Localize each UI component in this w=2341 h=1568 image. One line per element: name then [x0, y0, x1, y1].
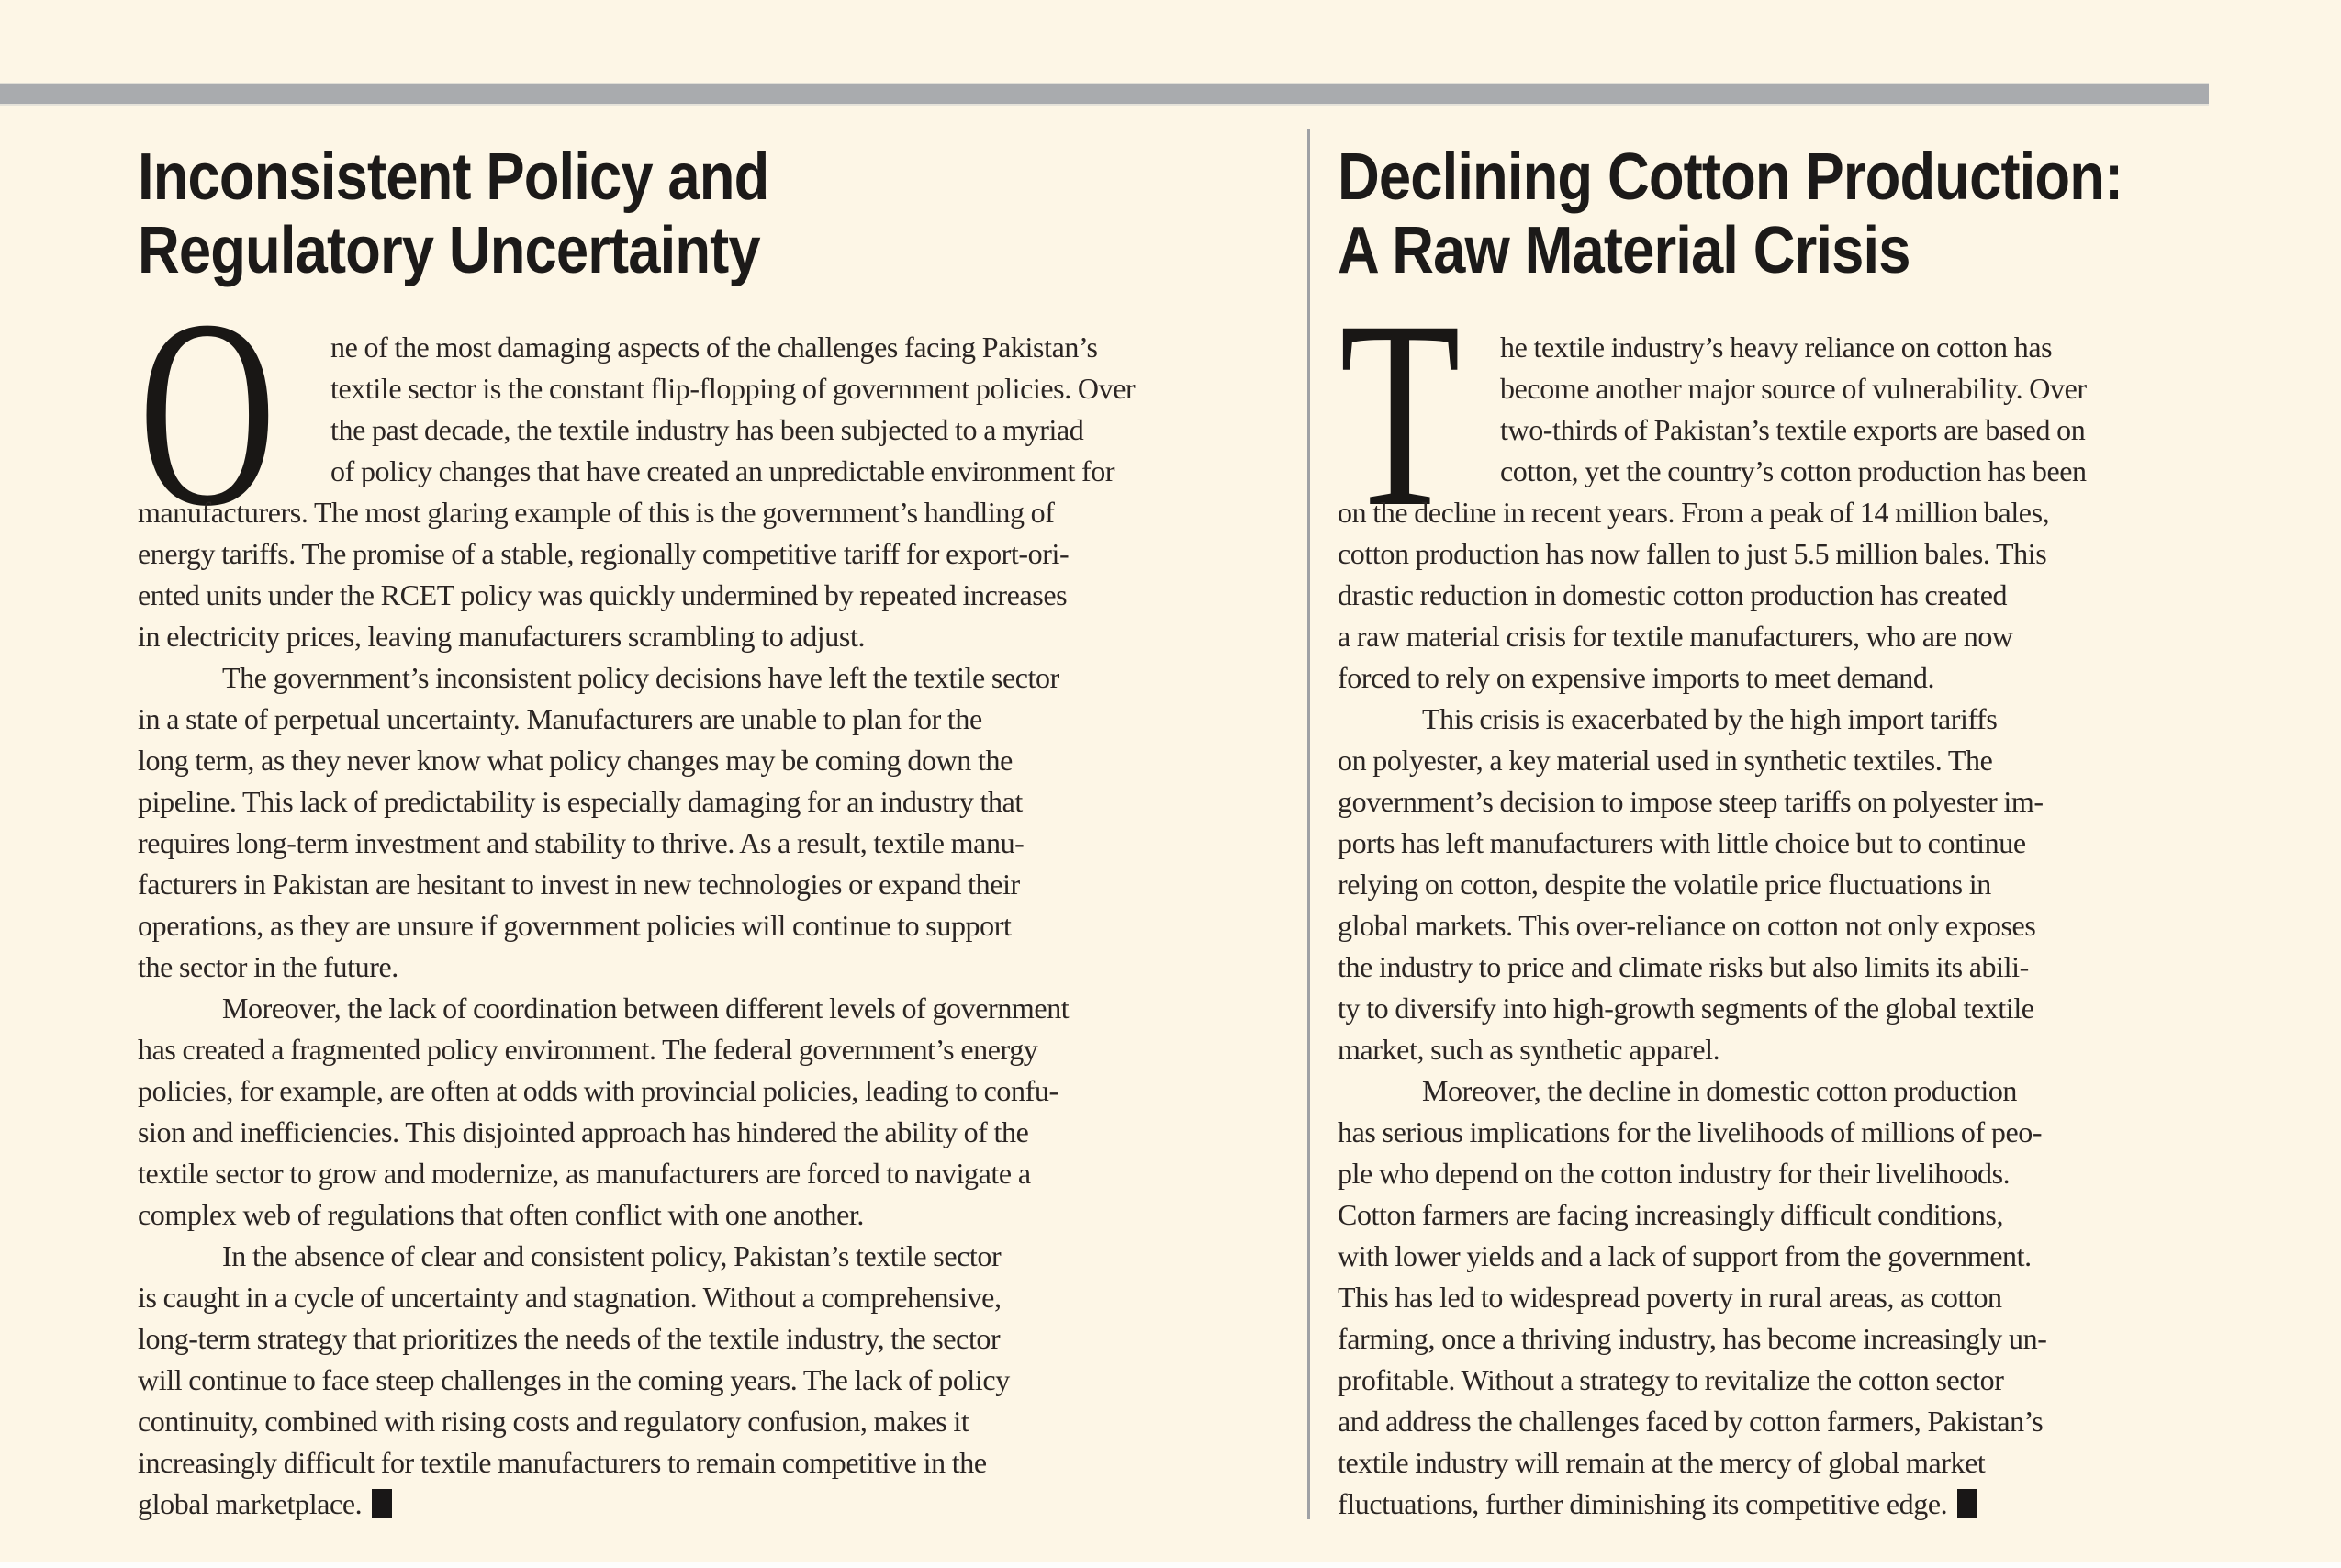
end-of-article-marker	[1957, 1489, 1977, 1518]
top-rule-bar	[0, 83, 2209, 106]
body-line: requires long-term investment and stability to thrive. As a result, textile manu-	[138, 826, 1025, 859]
body-line: ports has left manufacturers with little choice but to continue	[1338, 826, 2026, 859]
end-of-article-marker	[372, 1489, 392, 1518]
body-line: manufacturers. The most glaring example of this is the government’s handling of	[138, 496, 1055, 529]
body-line: the sector in the future.	[138, 950, 398, 983]
left-heading-line-1: Inconsistent Policy and	[138, 140, 769, 214]
body-line: is caught in a cycle of uncertainty and stagnation. Without a comprehensive,	[138, 1281, 1002, 1314]
body-line: energy tariffs. The promise of a stable, regionally competitive tariff for export-ori-	[138, 537, 1070, 570]
body-line: cotton production has now fallen to just 5.5 million bales. This	[1338, 537, 2047, 570]
body-line: with lower yields and a lack of support from the government.	[1338, 1239, 2032, 1272]
right-article-heading	[1338, 140, 2230, 287]
body-line: and address the challenges faced by cotton farmers, Pakistan’s	[1338, 1405, 2044, 1438]
body-line: long-term strategy that prioritizes the needs of the textile industry, the sector	[138, 1322, 1001, 1355]
body-line: global marketplace.	[138, 1484, 1290, 1525]
column-divider-rule	[1307, 129, 1310, 1519]
page-bottom-edge	[0, 1562, 2341, 1568]
body-line: will continue to face steep challenges in the coming years. The lack of policy	[138, 1363, 1010, 1396]
body-line: This has led to widespread poverty in rural areas, as cotton	[1338, 1281, 2002, 1314]
body-line: complex web of regulations that often conflict with one another.	[138, 1198, 864, 1231]
body-line: has created a fragmented policy environment. The federal government’s energy	[138, 1033, 1038, 1066]
body-line: in electricity prices, leaving manufacturers scrambling to adjust.	[138, 620, 866, 653]
body-line: sion and inefficiencies. This disjointed approach has hindered the ability of the	[138, 1115, 1029, 1148]
body-line: This crisis is exacerbated by the high import tariffs	[1422, 702, 1998, 735]
body-line: operations, as they are unsure if government policies will continue to support	[138, 909, 1012, 942]
body-line: Moreover, the lack of coordination between different levels of government	[222, 991, 1070, 1025]
body-line: on the decline in recent years. From a peak of 14 million bales,	[1338, 496, 2050, 529]
body-line: Moreover, the decline in domestic cotton production	[1422, 1074, 2018, 1107]
body-line: the industry to price and climate risks but also limits its abili-	[1338, 950, 2029, 983]
right-heading-line-2: A Raw Material Crisis	[1338, 214, 1910, 287]
body-line: global markets. This over-reliance on cotton not only exposes	[1338, 909, 2036, 942]
body-line: become another major source of vulnerability. Over	[1500, 372, 2087, 405]
body-line: increasingly difficult for textile manufacturers to remain competitive in the	[138, 1446, 987, 1479]
left-article-body	[138, 327, 1290, 1525]
body-line: relying on cotton, despite the volatile price fluctuations in	[1338, 868, 1991, 901]
body-line: a raw material crisis for textile manufacturers, who are now	[1338, 620, 2013, 653]
body-line: long term, as they never know what policy changes may be coming down the	[138, 744, 1013, 777]
body-line: cotton, yet the country’s cotton production has been	[1500, 454, 2087, 487]
body-line: continuity, combined with rising costs and regulatory confusion, makes it	[138, 1405, 969, 1438]
body-line: of policy changes that have created an unpredictable environment for	[330, 454, 1115, 487]
body-line: in a state of perpetual uncertainty. Manufacturers are unable to plan for the	[138, 702, 982, 735]
body-line: profitable. Without a strategy to revitalize the cotton sector	[1338, 1363, 2004, 1396]
body-line: has serious implications for the livelihoods of millions of peo-	[1338, 1115, 2043, 1148]
left-heading-line-2: Regulatory Uncertainty	[138, 214, 760, 287]
body-line: facturers in Pakistan are hesitant to invest in new technologies or expand their	[138, 868, 1020, 901]
body-line: Cotton farmers are facing increasingly difficult conditions,	[1338, 1198, 2004, 1231]
body-line: pipeline. This lack of predictability is especially damaging for an industry that	[138, 785, 1023, 818]
body-line: textile industry will remain at the mercy of global market	[1338, 1446, 1986, 1479]
body-line: government’s decision to impose steep tariffs on polyester im-	[1338, 785, 2044, 818]
right-article-body	[1338, 327, 2210, 1525]
body-line: textile sector is the constant flip-flopping of government policies. Over	[330, 372, 1136, 405]
body-line: the past decade, the textile industry has been subjected to a myriad	[330, 413, 1084, 446]
body-line: textile sector to grow and modernize, as manufacturers are forced to navigate a	[138, 1157, 1031, 1190]
body-line: policies, for example, are often at odds with provincial policies, leading to confu-	[138, 1074, 1058, 1107]
body-line: drastic reduction in domestic cotton production has created	[1338, 578, 2008, 611]
body-line: ne of the most damaging aspects of the challenges facing Pakistan’s	[330, 330, 1098, 364]
body-line: forced to rely on expensive imports to meet demand.	[1338, 661, 1935, 694]
body-line: In the absence of clear and consistent policy, Pakistan’s textile sector	[222, 1239, 1002, 1272]
body-line: The government’s inconsistent policy decisions have left the textile sector	[222, 661, 1059, 694]
right-drop-cap: T	[1339, 266, 1461, 563]
body-line: ented units under the RCET policy was quickly undermined by repeated increases	[138, 578, 1068, 611]
body-line: farming, once a thriving industry, has become increasingly un-	[1338, 1322, 2047, 1355]
body-line: he textile industry’s heavy reliance on cotton has	[1500, 330, 2053, 364]
body-line: two-thirds of Pakistan’s textile exports are based on	[1500, 413, 2086, 446]
body-line: fluctuations, further diminishing its competitive edge.	[1338, 1484, 2210, 1525]
body-line: ty to diversify into high-growth segments of the global textile	[1338, 991, 2034, 1025]
left-drop-cap: O	[139, 265, 276, 562]
right-heading-line-1: Declining Cotton Production:	[1338, 140, 2123, 214]
body-line: on polyester, a key material used in synthetic textiles. The	[1338, 744, 1993, 777]
body-line: market, such as synthetic apparel.	[1338, 1033, 1720, 1066]
body-line: ple who depend on the cotton industry for their livelihoods.	[1338, 1157, 2011, 1190]
